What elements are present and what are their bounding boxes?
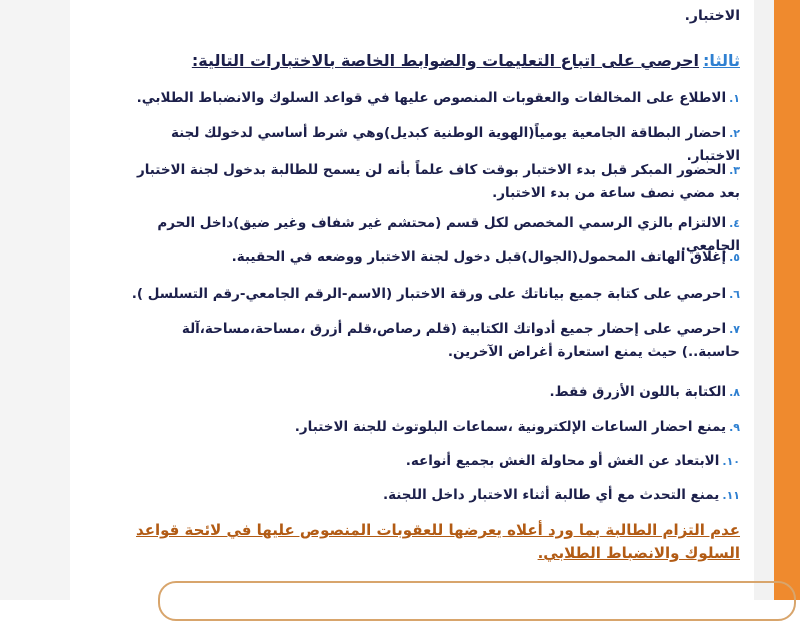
item-text: احضار البطاقة الجامعية يومياً(الهوية الوطنية كبديل)وهي شرط أساسي لدخولك لجنة الاختبار. — [170, 125, 740, 164]
list-item — [120, 450, 740, 473]
penalty-notice: عدم التزام الطالبة بما ورد أعلاه يعرضها للعقوبات المنصوص عليها في لائحة قواعد السلوك والانضباط الطلابي. — [136, 521, 740, 562]
item-number: ٦. — [729, 288, 740, 301]
list-item — [120, 381, 740, 404]
item-number: ٥. — [729, 251, 740, 264]
section-number: ثالثا: — [703, 51, 740, 70]
list-item — [120, 416, 740, 439]
item-number: ٣. — [729, 164, 740, 177]
previous-paragraph-tail: الاختبار. — [684, 8, 740, 24]
document-page — [70, 0, 754, 600]
item-number: ١. — [729, 92, 740, 105]
item-number: ٤. — [729, 217, 740, 230]
list-item — [120, 484, 740, 507]
item-text: يمنع التحدث مع أي طالبة أثناء الاختبار داخل اللجنة. — [382, 487, 720, 503]
list-item — [120, 87, 740, 110]
list-item — [120, 318, 740, 364]
item-text: الاطلاع على المخالفات والعقوبات المنصوص عليها في قواعد السلوك والانضباط الطلابي. — [136, 90, 727, 106]
item-text: إغلاق الهاتف المحمول(الجوال)قبل دخول لجنة الاختبار ووضعه في الحقيبة. — [231, 249, 727, 265]
right-margin — [754, 0, 774, 600]
section-title: احرصي على اتباع التعليمات والضوابط الخاصة بالاختبارات التالية: — [191, 51, 700, 70]
bottom-frame — [158, 581, 796, 621]
left-margin — [0, 0, 70, 600]
list-item — [120, 159, 740, 205]
item-number: ٨. — [729, 386, 740, 399]
item-text: الابتعاد عن الغش أو محاولة الغش بجميع أنواعه. — [405, 453, 720, 469]
item-number: ١٠. — [722, 455, 740, 468]
item-text: يمنع احضار الساعات الإلكترونية ،سماعات البلوتوث للجنة الاختبار. — [294, 419, 727, 435]
item-number: ٢. — [729, 127, 740, 140]
section-heading — [192, 51, 740, 70]
item-text: احرصي على إحضار جميع أدواتك الكتابية (قلم رصاص،قلم أزرق ،مساحة،مساحة،آلة حاسبة..) حيث يمنع استعارة أغراض الآخرين. — [181, 321, 740, 360]
item-text: احرصي على كتابة جميع بياناتك على ورقة الاختبار (الاسم-الرقم الجامعي-رقم التسلسل ). — [131, 286, 727, 302]
item-text: الحضور المبكر قبل بدء الاختبار بوقت كاف علماً بأنه لن يسمح للطالبة بدخول لجنة الاختبار بعد مضي نصف ساعة من بدء الاختبار. — [136, 162, 740, 201]
item-text: الالتزام بالزي الرسمي المخصص لكل قسم (محتشم غير شفاف وغير ضيق)داخل الحرم الجامعي. — [157, 215, 740, 254]
item-text: الكتابة باللون الأزرق فقط. — [549, 384, 727, 400]
item-number: ٧. — [729, 323, 740, 336]
item-number: ١١. — [722, 489, 740, 502]
orange-side-bar — [774, 0, 800, 600]
list-item — [120, 246, 740, 269]
list-item — [120, 283, 740, 306]
item-number: ٩. — [729, 421, 740, 434]
